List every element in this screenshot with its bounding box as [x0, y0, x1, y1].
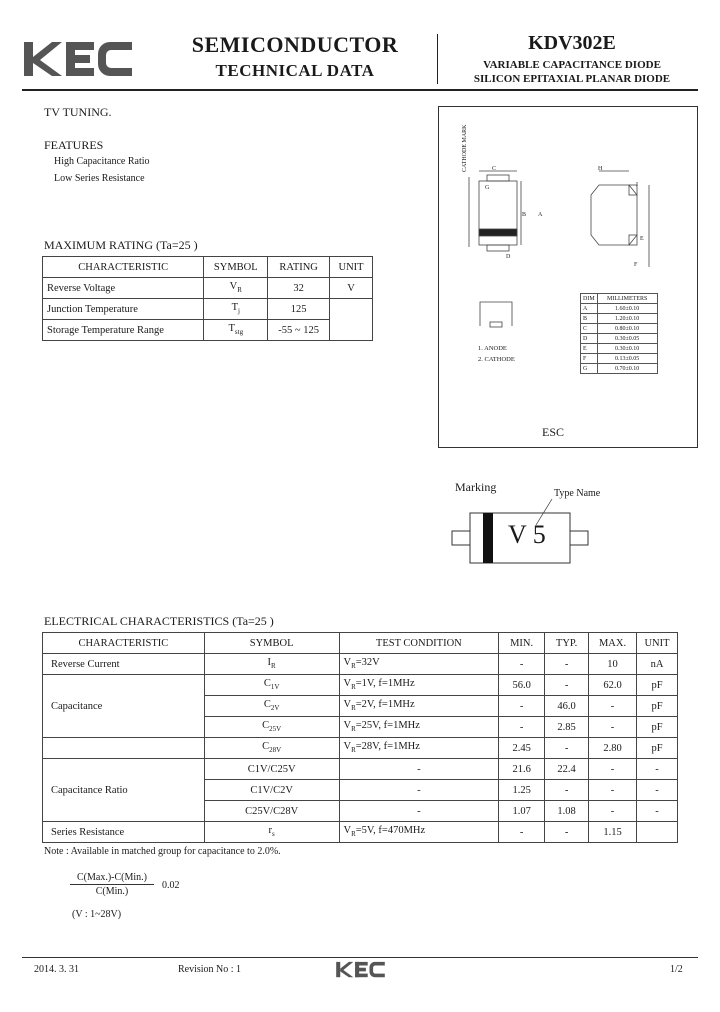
cell-symbol: C25V/C28V [204, 801, 339, 822]
cell-unit: pF [636, 717, 677, 738]
max-rating-table [42, 256, 373, 341]
dim-label: F [634, 262, 638, 268]
table-row: A 1.60±0.10 [581, 304, 658, 314]
part-description-2: SILICON EPITAXIAL PLANAR DIODE [473, 73, 671, 85]
col-header: UNIT [636, 633, 677, 654]
cell-min: 2.45 [499, 738, 545, 759]
col-header: MAX. [589, 633, 637, 654]
cell-characteristic: Storage Temperature Range [43, 320, 204, 341]
cell-max: - [589, 717, 637, 738]
cell-unit: pF [636, 738, 677, 759]
footer-date: 2014. 3. 31 [34, 964, 79, 975]
dim-label: G [485, 185, 490, 191]
cell-unit [636, 822, 677, 843]
footer-rule [22, 957, 698, 958]
type-name-label: Type Name [554, 488, 601, 499]
cell-typ: 2.85 [545, 717, 589, 738]
pin-label: 1. ANODE [478, 345, 507, 352]
cell-max: 1.15 [589, 822, 637, 843]
col-header: MILLIMETERS [597, 294, 657, 304]
pin-label: 2. CATHODE [478, 356, 515, 363]
col-header: RATING [268, 257, 330, 278]
cell-max: 2.80 [589, 738, 637, 759]
cell-max: 10 [589, 654, 637, 675]
cell-characteristic: Reverse Voltage [43, 278, 204, 299]
feature-item: Low Series Resistance [54, 173, 145, 184]
cell-unit [330, 299, 373, 341]
table-row [43, 738, 678, 759]
dim-label: C [492, 166, 497, 172]
table-header-row [581, 294, 658, 304]
col-header: DIM [581, 294, 598, 304]
cell-min: - [499, 696, 545, 717]
part-number: KDV302E [528, 32, 616, 54]
cell-condition: $V_R=32V$ [339, 654, 499, 675]
table-row: B 1.20±0.10 [581, 314, 658, 324]
cell-unit: - [636, 801, 677, 822]
cell-symbol: C1V/C25V [204, 759, 339, 780]
col-header: TYP. [545, 633, 589, 654]
part-description-1: VARIABLE CAPACITANCE DIODE [483, 59, 661, 71]
cell-characteristic: Capacitance [43, 675, 205, 738]
dimension-table [580, 293, 658, 374]
header-title-block [160, 30, 430, 82]
cell-characteristic: Reverse Current [43, 654, 205, 675]
cell-unit: pF [636, 675, 677, 696]
cell-min: - [499, 654, 545, 675]
cell-min: 1.25 [499, 780, 545, 801]
col-header: SYMBOL [204, 257, 268, 278]
cell-condition: - [339, 780, 499, 801]
cell-unit: V [330, 278, 373, 299]
cell-rating: 32 [268, 278, 330, 299]
cell-unit: nA [636, 654, 677, 675]
cell-condition: $V_R=2V$, f=1MHz [339, 696, 499, 717]
col-header: SYMBOL [204, 633, 339, 654]
cell-condition: $V_R=1V$, f=1MHz [339, 675, 499, 696]
col-header: UNIT [330, 257, 373, 278]
cell-typ: 1.08 [545, 801, 589, 822]
header-rule [22, 89, 698, 91]
cell-symbol: $C_{2V}$ [204, 696, 339, 717]
formula-numerator: C(Max.)-C(Min.) [70, 872, 154, 885]
cell-rating: 125 [268, 299, 330, 320]
cell-characteristic: Junction Temperature [43, 299, 204, 320]
cell-typ: - [545, 822, 589, 843]
table-row [43, 299, 373, 320]
col-header: MIN. [499, 633, 545, 654]
cell-typ: - [545, 738, 589, 759]
note-text: Note : Available in matched group for capacitance to 2.0%. [44, 846, 281, 857]
table-row: E 0.30±0.10 [581, 344, 658, 354]
cell-rating: -55 ~ 125 [268, 320, 330, 341]
cell-symbol: $I_R$ [204, 654, 339, 675]
col-header: CHARACTERISTIC [43, 633, 205, 654]
footer-kec-logo [333, 961, 388, 979]
header-subtitle: TECHNICAL DATA [215, 61, 375, 80]
table-row: C 0.80±0.10 [581, 324, 658, 334]
cell-characteristic: Series Resistance [43, 822, 205, 843]
table-row [43, 822, 678, 843]
header-title: SEMICONDUCTOR [191, 32, 399, 57]
kec-logo [22, 40, 134, 80]
table-row [43, 278, 373, 299]
cell-symbol: C1V/C2V [204, 780, 339, 801]
electrical-table [42, 632, 678, 843]
cell-characteristic [43, 738, 205, 759]
features-title: FEATURES [44, 138, 104, 152]
table-row [43, 759, 678, 780]
package-name: ESC [542, 425, 565, 439]
table-row [43, 675, 678, 696]
header-part-block [440, 30, 704, 86]
table-row [43, 654, 678, 675]
dim-label: H [598, 166, 603, 172]
cell-min: 21.6 [499, 759, 545, 780]
cell-condition: $V_R=25V$, f=1MHz [339, 717, 499, 738]
table-row: G 0.70±0.10 [581, 364, 658, 374]
cell-typ: - [545, 780, 589, 801]
cell-symbol: $r_s$ [204, 822, 339, 843]
col-header: TEST CONDITION [339, 633, 499, 654]
electrical-title: ELECTRICAL CHARACTERISTICS (Ta=25 ) [44, 614, 274, 628]
cell-unit: pF [636, 696, 677, 717]
cell-min: 1.07 [499, 801, 545, 822]
cell-condition: $V_R=28V$, f=1MHz [339, 738, 499, 759]
dim-label: B [522, 212, 527, 218]
footer-page: 1/2 [670, 964, 683, 975]
cell-min: 56.0 [499, 675, 545, 696]
cell-min: - [499, 717, 545, 738]
table-header-row [43, 257, 373, 278]
marking-code: V5 [508, 520, 552, 549]
dim-label: A [538, 212, 543, 218]
cell-condition: - [339, 801, 499, 822]
cell-typ: 22.4 [545, 759, 589, 780]
table-row [43, 320, 373, 341]
footer-revision: Revision No : 1 [178, 964, 242, 975]
dim-label: D [506, 254, 511, 260]
cell-unit: - [636, 759, 677, 780]
note-formula [70, 872, 154, 897]
header-divider [437, 34, 438, 84]
cell-unit: - [636, 780, 677, 801]
dim-label: I [636, 182, 638, 188]
cell-symbol: $T_{stg}$ [204, 320, 268, 341]
cell-symbol: $C_{25V}$ [204, 717, 339, 738]
cell-symbol: $C_{1V}$ [204, 675, 339, 696]
formula-range: (V : 1~28V) [72, 909, 122, 920]
max-rating-title: MAXIMUM RATING (Ta=25 ) [44, 238, 198, 252]
cell-condition: - [339, 759, 499, 780]
application-text: TV TUNING. [44, 105, 112, 119]
table-header-row [43, 633, 678, 654]
feature-item: High Capacitance Ratio [54, 156, 150, 167]
cell-typ: 46.0 [545, 696, 589, 717]
cell-max: - [589, 759, 637, 780]
cell-max: 62.0 [589, 675, 637, 696]
table-row: F 0.13±0.05 [581, 354, 658, 364]
cell-min: - [499, 822, 545, 843]
cell-max: - [589, 801, 637, 822]
marking-title: Marking [455, 480, 497, 494]
cell-characteristic: Capacitance Ratio [43, 759, 205, 822]
formula-value: 0.02 [162, 880, 180, 891]
cell-typ: - [545, 654, 589, 675]
cell-typ: - [545, 675, 589, 696]
cell-symbol: $T_j$ [204, 299, 268, 320]
cell-max: - [589, 780, 637, 801]
cell-max: - [589, 696, 637, 717]
col-header: CHARACTERISTIC [43, 257, 204, 278]
cathode-mark-label: CATHODE MARK [462, 124, 468, 172]
package-drawing [439, 107, 697, 297]
cell-condition: $V_R=5V$, f=470MHz [339, 822, 499, 843]
table-row: D 0.30±0.05 [581, 334, 658, 344]
cell-symbol: $C_{28V}$ [204, 738, 339, 759]
formula-denominator: C(Min.) [95, 886, 129, 897]
package-bottom-view [476, 298, 516, 330]
dim-label: E [640, 236, 644, 242]
cell-symbol: $V_R$ [204, 278, 268, 299]
